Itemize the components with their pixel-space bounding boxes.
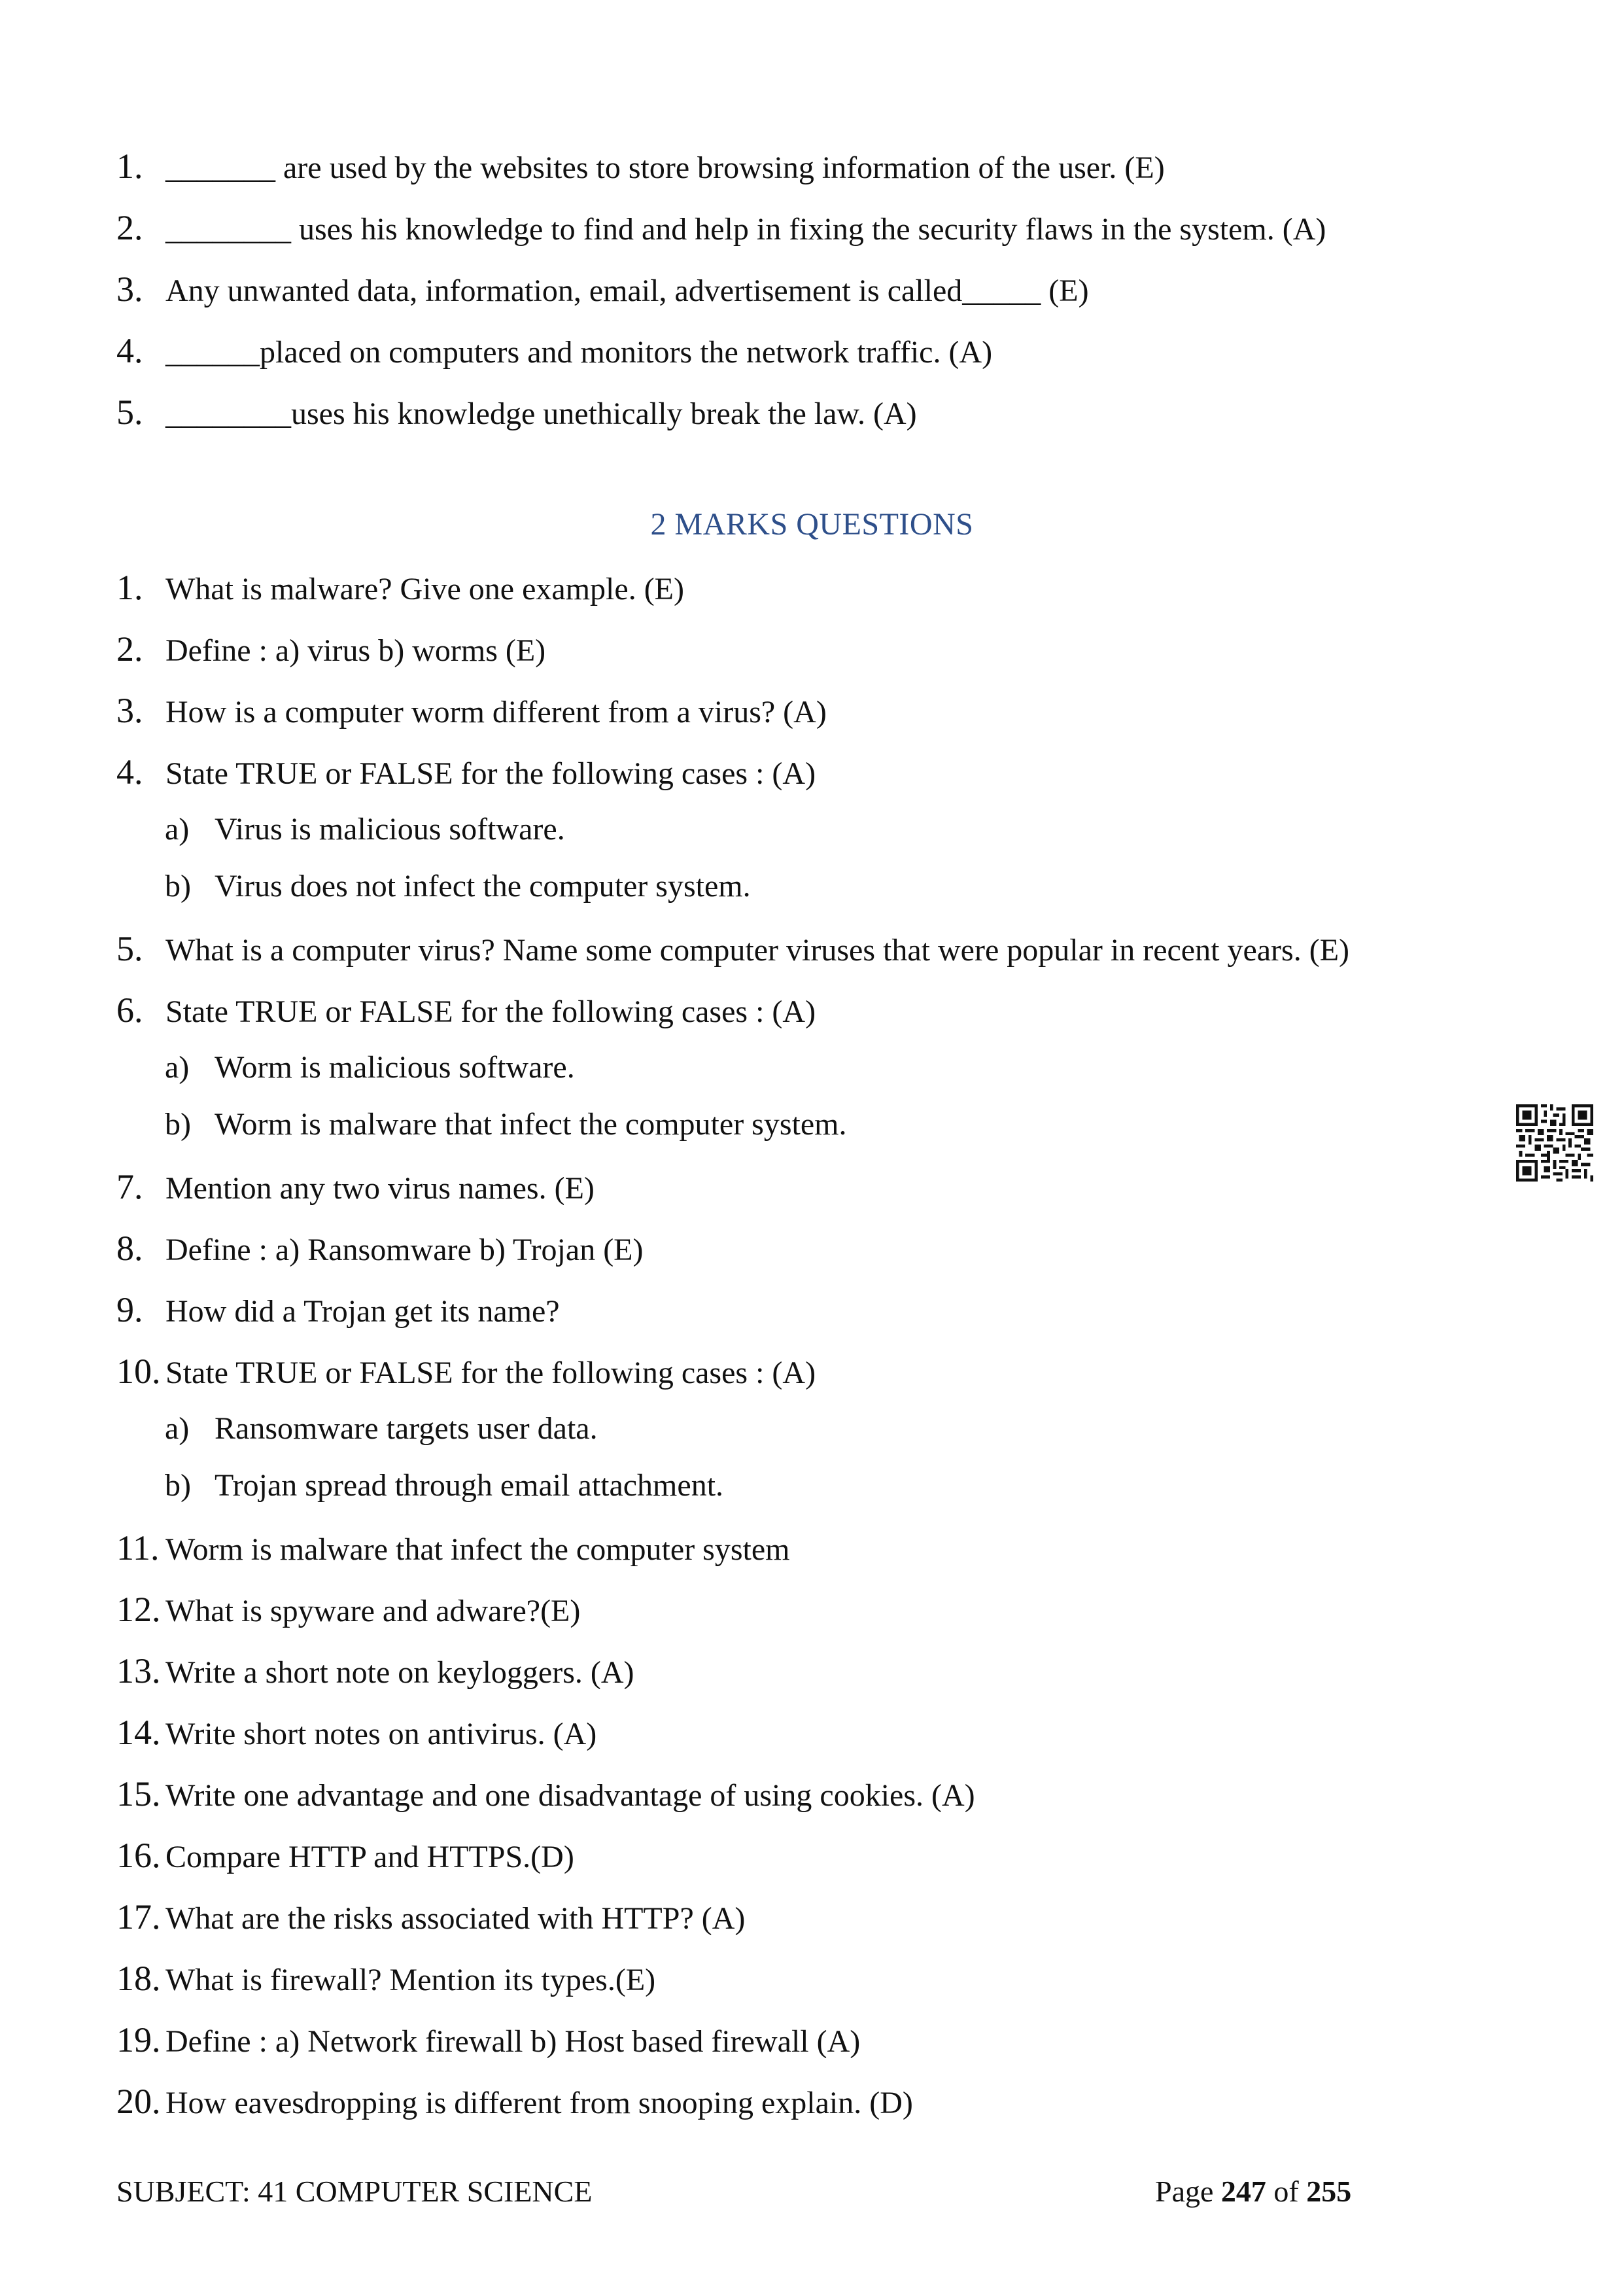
- question-13: [116, 1651, 634, 1692]
- sub-item-text: Virus is malicious software.: [215, 812, 565, 847]
- fill-blank-item-2: [116, 208, 1326, 249]
- question-text: How did a Trojan get its name?: [165, 1294, 560, 1329]
- question-text: Define : a) virus b) worms (E): [165, 633, 546, 668]
- question-14: [116, 1713, 596, 1754]
- question-number: 5.: [116, 929, 143, 968]
- question-17: [116, 1897, 745, 1938]
- question-9: [116, 1290, 560, 1331]
- question-text: What is spyware and adware?(E): [165, 1594, 581, 1628]
- question-3: [116, 691, 827, 732]
- sub-item-4a: [165, 810, 565, 849]
- item-text: ________ uses his knowledge to find and help in fixing the security flaws in the system. (A): [165, 212, 1326, 247]
- question-2: [116, 629, 545, 671]
- question-7: [116, 1167, 595, 1208]
- item-text: ________uses his knowledge unethically break the law. (A): [165, 396, 917, 431]
- question-number: 19.: [116, 2020, 161, 2059]
- question-number: 1.: [116, 568, 143, 607]
- sub-item-text: Worm is malware that infect the computer system.: [215, 1107, 847, 1142]
- question-number: 11.: [116, 1528, 160, 1568]
- question-1: [116, 568, 684, 609]
- section-heading: 2 MARKS QUESTIONS: [650, 507, 974, 542]
- question-12: [116, 1590, 580, 1631]
- sub-item-label: b): [165, 1468, 191, 1503]
- sub-item-label: a): [165, 1050, 190, 1085]
- question-number: 3.: [116, 691, 143, 730]
- sub-item-text: Trojan spread through email attachment.: [215, 1468, 724, 1503]
- question-8: [116, 1229, 643, 1270]
- fill-blank-item-3: [116, 270, 1089, 311]
- question-number: 2.: [116, 629, 143, 669]
- question-number: 14.: [116, 1713, 161, 1752]
- question-text: Define : a) Ransomware b) Trojan (E): [165, 1233, 644, 1267]
- sub-item-10b: [165, 1466, 723, 1505]
- page-indicator: [1155, 2172, 1351, 2211]
- question-number: 7.: [116, 1167, 143, 1206]
- sub-item-label: b): [165, 1107, 191, 1142]
- question-text: State TRUE or FALSE for the following cases : (A): [165, 994, 816, 1029]
- question-text: What is a computer virus? Name some computer viruses that were popular in recent years. (E): [165, 933, 1350, 968]
- question-10: [116, 1352, 816, 1393]
- item-number: 3.: [116, 270, 143, 309]
- question-text: State TRUE or FALSE for the following cases : (A): [165, 1356, 816, 1390]
- sub-item-6a: [165, 1048, 575, 1087]
- sub-item-label: a): [165, 1411, 190, 1446]
- sub-item-4b: [165, 867, 751, 906]
- fill-blank-item-5: [116, 393, 917, 434]
- question-text: Define : a) Network firewall b) Host based firewall (A): [165, 2024, 861, 2059]
- question-text: How eavesdropping is different from snooping explain. (D): [165, 2086, 913, 2120]
- question-text: State TRUE or FALSE for the following cases : (A): [165, 756, 816, 791]
- question-number: 20.: [116, 2082, 161, 2121]
- sub-item-text: Worm is malicious software.: [215, 1050, 575, 1085]
- fill-blank-item-1: [116, 147, 1165, 188]
- question-5: [116, 929, 1349, 970]
- question-19: [116, 2020, 860, 2061]
- question-number: 10.: [116, 1352, 161, 1391]
- question-number: 17.: [116, 1897, 161, 1936]
- question-number: 12.: [116, 1590, 161, 1629]
- item-number: 4.: [116, 331, 143, 370]
- footer-subject: SUBJECT: 41 COMPUTER SCIENCE: [116, 2175, 593, 2208]
- question-text: Write one advantage and one disadvantage of using cookies. (A): [165, 1778, 975, 1813]
- fill-blank-item-4: [116, 331, 992, 372]
- question-text: Mention any two virus names. (E): [165, 1171, 595, 1206]
- question-text: Write a short note on keyloggers. (A): [165, 1655, 634, 1690]
- question-11: [116, 1528, 790, 1569]
- question-16: [116, 1836, 574, 1877]
- item-number: 1.: [116, 147, 143, 186]
- item-text: Any unwanted data, information, email, advertisement is called_____ (E): [165, 273, 1089, 308]
- item-number: 5.: [116, 393, 143, 432]
- question-number: 6.: [116, 990, 143, 1030]
- question-15: [116, 1774, 975, 1815]
- sub-item-6b: [165, 1105, 847, 1144]
- qr-code-icon: [1516, 1104, 1593, 1182]
- question-text: What is malware? Give one example. (E): [165, 572, 684, 606]
- question-text: Compare HTTP and HTTPS.(D): [165, 1840, 574, 1874]
- item-text: _______ are used by the websites to store browsing information of the user. (E): [165, 150, 1165, 185]
- sub-item-text: Ransomware targets user data.: [215, 1411, 598, 1446]
- question-18: [116, 1959, 655, 2000]
- question-text: Write short notes on antivirus. (A): [165, 1717, 597, 1751]
- question-text: What is firewall? Mention its types.(E): [165, 1963, 656, 1997]
- question-6: [116, 990, 816, 1032]
- question-number: 13.: [116, 1651, 161, 1691]
- question-20: [116, 2082, 913, 2123]
- page-total: 255: [1306, 2175, 1352, 2208]
- item-text: ______placed on computers and monitors the network traffic. (A): [165, 335, 993, 370]
- question-number: 8.: [116, 1229, 143, 1268]
- question-number: 16.: [116, 1836, 161, 1875]
- question-text: Worm is malware that infect the computer system: [165, 1532, 790, 1567]
- page-of: of: [1266, 2175, 1307, 2208]
- question-text: How is a computer worm different from a virus? (A): [165, 695, 827, 729]
- item-number: 2.: [116, 208, 143, 247]
- question-number: 15.: [116, 1774, 161, 1813]
- page-number: 247: [1220, 2175, 1266, 2208]
- sub-item-label: b): [165, 869, 191, 903]
- question-number: 18.: [116, 1959, 161, 1998]
- sub-item-text: Virus does not infect the computer system.: [215, 869, 751, 903]
- page-prefix: Page: [1155, 2175, 1221, 2208]
- sub-item-label: a): [165, 812, 190, 847]
- question-4: [116, 752, 816, 794]
- question-number: 9.: [116, 1290, 143, 1329]
- question-text: What are the risks associated with HTTP? (A): [165, 1901, 746, 1936]
- sub-item-10a: [165, 1409, 598, 1448]
- question-number: 4.: [116, 752, 143, 792]
